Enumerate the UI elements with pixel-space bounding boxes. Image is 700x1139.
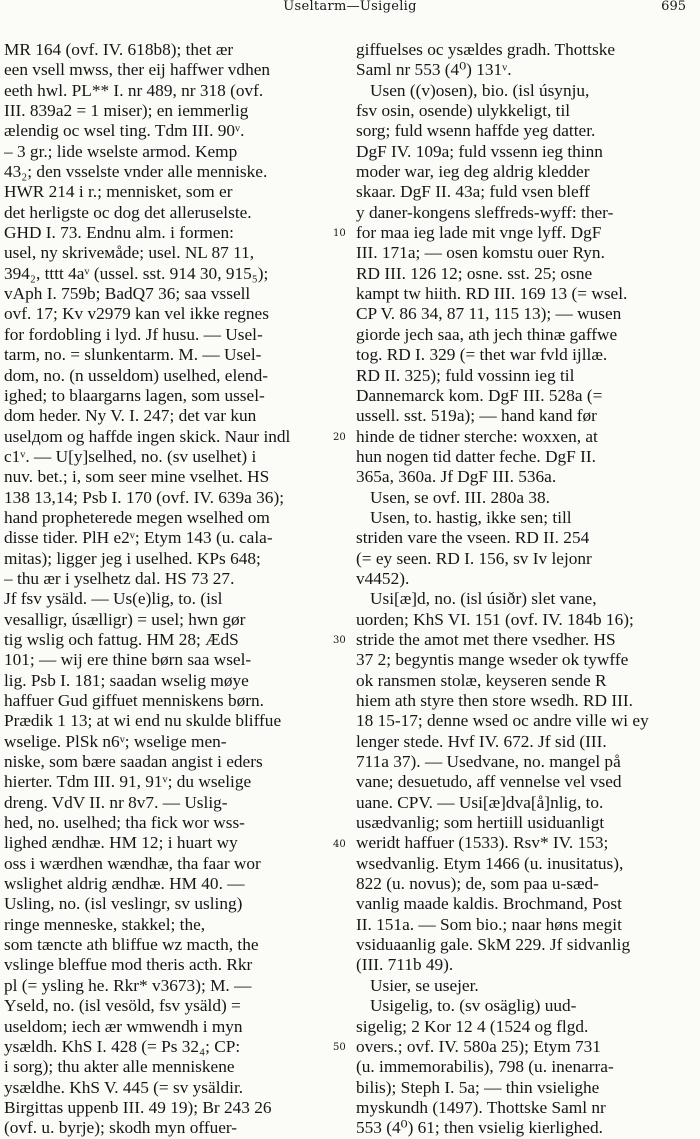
text-line: ringe menneske, stakkel; the, bbox=[4, 914, 206, 934]
text-line: 43₂; den vsselste vnder alle menniske. bbox=[4, 162, 268, 182]
running-title: Useltarm—Usigelig bbox=[283, 0, 417, 14]
text-line: sigelig; 2 Kor 12 4 (1524 og flgd. bbox=[356, 1016, 589, 1036]
text-line: lenger stede. Hvf IV. 672. Jf sid (III. bbox=[356, 731, 607, 751]
text-line: myskundh (1497). Thottske Saml nr bbox=[356, 1097, 606, 1117]
text-line: y daner-kongens sleffreds-wyff: ther- bbox=[356, 202, 614, 222]
text-line: – thu ær i yselhetz dal. HS 73 27. bbox=[4, 568, 235, 588]
text-line: Prædik 1 13; at wi end nu skulde bliffue bbox=[4, 711, 282, 731]
text-line: Saml nr 553 (4⁰) 131ᵛ. bbox=[356, 60, 512, 80]
text-line: (= ey seen. RD I. 156, sv Iv lejonr bbox=[356, 548, 592, 568]
text-line: sorg; fuld wsenn haffde yeg datter. bbox=[356, 121, 596, 141]
text-line: vsiduaanlig gale. SkM 229. Jf sidvanlig bbox=[356, 935, 631, 955]
text-line: nuv. bet.; i, som seer mine vselhet. HS bbox=[4, 467, 270, 487]
text-line: 553 (4⁰) 61; then vsielig kierlighed. bbox=[356, 1118, 603, 1138]
text-line: haffuer Gud giffuet menniskens børn. bbox=[4, 691, 264, 710]
text-line: III. 839a2 = 1 miser); en iemmerlig bbox=[4, 101, 249, 121]
text-line: uselдom og haffde ingen skick. Naur indl bbox=[4, 426, 291, 446]
text-line: RD III. 126 12; osne. sst. 25; osne bbox=[356, 263, 593, 283]
text-line: lig. Psb I. 181; saadan wselig møye bbox=[4, 670, 249, 690]
text-line: tig wslig och fattug. HM 28; ÆdS bbox=[4, 629, 239, 649]
text-line: pl (= ysling he. Rkr* v3673); M. — bbox=[4, 975, 252, 995]
text-line: niske, som bære saadan angist i eders bbox=[4, 752, 263, 772]
text-line: vane; desuetudo, aff vennelse vel vsed bbox=[356, 772, 622, 792]
text-line: 394₂, tttt 4aᵛ (ussel. sst. 914 30, 915₅); bbox=[4, 263, 269, 283]
text-line: ælendig oc wsel ting. Tdm III. 90ᵛ. bbox=[4, 121, 245, 141]
text-line: giorde jech saa, ath jech thinæ gaffwe bbox=[356, 324, 618, 344]
text-line: Usen, to. hastig, ikke sen; till bbox=[370, 507, 572, 527]
text-line: usædvanlig; som hertiill usiduanligt bbox=[356, 813, 605, 833]
running-header bbox=[0, 0, 700, 18]
text-line: wselige. PlSk n6ᵛ; wselige men- bbox=[4, 731, 227, 751]
text-line: ovf. 17; Kv v2979 kan vel ikke regnes bbox=[4, 304, 269, 324]
text-line: ok ransmen stolæ, keyseren sende R bbox=[356, 670, 607, 690]
text-line: det herligste oc dog det alleruselste. bbox=[4, 202, 252, 222]
right-column bbox=[356, 40, 686, 1139]
text-line: striden vare the vseen. RD II. 254 bbox=[356, 528, 590, 548]
text-line: Jf fsv ysäld. — Us(e)lig, to. (isl bbox=[4, 589, 223, 609]
text-line: weridt haffuer (1533). Rsv* IV. 153; bbox=[356, 833, 609, 853]
text-line: dom, no. (n usseldom) uselhed, elend- bbox=[4, 365, 268, 385]
text-line: vesalligr, úsælligr) = usel; hwn gør bbox=[4, 609, 246, 629]
text-line: 711a 37). — Usedvane, no. mangel på bbox=[356, 752, 621, 772]
text-line: hun nogen tid datter feche. DgF II. bbox=[356, 446, 596, 466]
text-line: 822 (u. novus); de, som paa u-sæd- bbox=[356, 874, 599, 894]
text-line: ussell. sst. 519a); — hand kand før bbox=[356, 406, 597, 426]
text-line: stride the amot met there vsedher. HS bbox=[356, 629, 616, 649]
text-line: uorden; KhS VI. 151 (ovf. IV. 184b 16); bbox=[356, 609, 634, 629]
text-line: Dannemarck kom. DgF III. 528a (= bbox=[356, 385, 603, 405]
text-line: CP V. 86 34, 87 11, 115 13); — wusen bbox=[356, 304, 622, 324]
text-line: ysældh. KhS I. 428 (= Ps 32₄; CP: bbox=[4, 1036, 241, 1056]
text-line: vslinge bleffue mod theris acth. Rkr bbox=[4, 955, 253, 975]
text-line: overs.; ovf. IV. 580a 25); Etym 731 bbox=[356, 1036, 601, 1056]
text-line: een vsell mwss, ther eij haffwer vdhen bbox=[4, 60, 271, 80]
text-line: Usier, se usejer. bbox=[370, 975, 479, 995]
text-line: skaar. DgF II. 43a; fuld vsen bleff bbox=[356, 182, 590, 202]
text-line: Usen, se ovf. III. 280a 38. bbox=[370, 487, 550, 507]
text-line: lighed ændhæ. HM 12; i huart wy bbox=[4, 833, 238, 853]
text-line: DgF IV. 109a; fuld vssenn ieg thinn bbox=[356, 141, 603, 161]
margin-line-number: 30 bbox=[333, 635, 346, 647]
text-line: hand propheterede megen wselhed om bbox=[4, 507, 270, 527]
text-line: HWR 214 i r.; mennisket, som er bbox=[4, 182, 233, 202]
text-line: eeth hwl. PL** I. nr 489, nr 318 (ovf. bbox=[4, 80, 264, 100]
text-line: hed, no. uselhed; tha fick wor wss- bbox=[4, 813, 245, 833]
text-line: II. 151a. — Som bio.; naar høns megit bbox=[356, 914, 622, 934]
text-line: MR 164 (ovf. IV. 618b8); thet ær bbox=[4, 40, 234, 59]
margin-line-number: 50 bbox=[333, 1042, 346, 1054]
text-line: hierter. Tdm III. 91, 91ᵛ; du wselige bbox=[4, 772, 252, 792]
text-line: useldom; iech ær wmwendh i myn bbox=[4, 1016, 243, 1036]
text-line: disse tider. PlH e2ᵛ; Etym 143 (u. cala- bbox=[4, 528, 273, 548]
text-line: dom heder. Ny V. I. 247; det var kun bbox=[4, 406, 257, 426]
text-line: giffuelses oc ysældes gradh. Thottske bbox=[356, 40, 616, 59]
text-line: 101; — wij ere thine børn saa wsel- bbox=[4, 650, 252, 670]
text-line: vanlig maade kaldis. Brochmand, Post bbox=[356, 894, 622, 914]
text-line: III. 171a; — osen komstu ouer Ryn. bbox=[356, 243, 605, 263]
text-line: c1ᵛ. — U[y]selhed, no. (sv uselhet) i bbox=[4, 446, 257, 466]
text-line: usel, ny skriveмåde; usel. NL 87 11, bbox=[4, 243, 255, 263]
text-line: tog. RD I. 329 (= thet war fvld ijllæ. bbox=[356, 345, 608, 365]
text-line: Usen ((v)osen), bio. (isl úsynju, bbox=[370, 80, 590, 100]
text-line: Usi[æ]d, no. (isl úsiðr) slet vane, bbox=[370, 589, 597, 609]
text-line: 18 15-17; denne wsed oc andre ville wi ey bbox=[356, 711, 649, 731]
text-line: moder war, ieg deg aldrig kledder bbox=[356, 162, 590, 182]
text-line: v4452). bbox=[356, 568, 410, 588]
text-line: ighed; to blaargarns lagen, som ussel- bbox=[4, 385, 265, 405]
text-line: som tæncte ath bliffue wz macth, the bbox=[4, 935, 259, 955]
margin-line-number: 10 bbox=[333, 228, 346, 240]
text-line: – 3 gr.; lide wselste armod. Kemp bbox=[4, 141, 238, 161]
margin-line-number: 20 bbox=[333, 431, 346, 443]
text-line: Usling, no. (isl veslingr, sv usling) bbox=[4, 894, 243, 914]
text-line: Usigelig, to. (sv osäglig) uud- bbox=[370, 996, 577, 1016]
text-line: for fordobling i lyd. Jf husu. — Usel- bbox=[4, 324, 263, 344]
text-line: kampt tw hiith. RD III. 169 13 (= wsel. bbox=[356, 284, 628, 304]
text-line: (u. immemorabilis), 798 (u. inenarra- bbox=[356, 1057, 614, 1077]
page-number: 695 bbox=[661, 0, 686, 14]
text-line: (III. 711b 49). bbox=[356, 955, 454, 975]
text-line: fsv osin, osende) ulykkeligt, til bbox=[356, 101, 571, 121]
text-line: hiem ath styre then store wsedh. RD III. bbox=[356, 691, 633, 710]
text-line: 37 2; begyntis mange wseder ok tywffe bbox=[356, 650, 629, 670]
text-line: wsedvanlig. Etym 1466 (u. inusitatus), bbox=[356, 853, 624, 873]
text-line: mitas); ligger jeg i uselhed. KPs 648; bbox=[4, 548, 261, 568]
text-line: ysældhe. KhS V. 445 (= sv ysäldir. bbox=[4, 1077, 244, 1097]
text-line: oss i wærdhen wændhæ, tha faar wor bbox=[4, 853, 261, 873]
text-line: bilis); Steph I. 5a; — thin vsielighe bbox=[356, 1077, 600, 1097]
text-line: Yseld, no. (isl vesöld, fsv ysäld) = bbox=[4, 996, 241, 1016]
text-line: 365a, 360a. Jf DgF III. 536a. bbox=[356, 467, 557, 487]
text-line: i sorg); thu akter alle menniskene bbox=[4, 1057, 235, 1077]
text-line: uane. CPV. — Usi[æ]dva[å]nlig, to. bbox=[356, 792, 604, 812]
text-line: Birgittas uppenb III. 49 19); Br 243 26 bbox=[4, 1097, 272, 1117]
text-line: dreng. VdV II. nr 8v7. — Uslig- bbox=[4, 792, 228, 812]
text-line: tarm, no. = slunkentarm. M. — Usel- bbox=[4, 345, 262, 365]
text-line: RD II. 325); fuld vossinn ieg til bbox=[356, 365, 575, 385]
text-line: (ovf. u. byrje); skodh myn offuer- bbox=[4, 1118, 238, 1138]
text-line: wslighet aldrig ændhæ. HM 40. — bbox=[4, 874, 245, 894]
text-line: 138 13,14; Psb I. 170 (ovf. IV. 639a 36); bbox=[4, 487, 285, 507]
text-line: hinde de tidner sterche: woxxen, at bbox=[356, 426, 598, 446]
margin-line-number: 40 bbox=[333, 838, 346, 850]
text-line: for maa ieg lade mit vnge lyff. DgF bbox=[356, 223, 602, 243]
text-line: vAph I. 759b; BadQ7 36; saa vssell bbox=[4, 284, 251, 304]
text-line: GHD I. 73. Endnu alm. i formen: bbox=[4, 223, 234, 243]
left-column bbox=[4, 40, 330, 1139]
